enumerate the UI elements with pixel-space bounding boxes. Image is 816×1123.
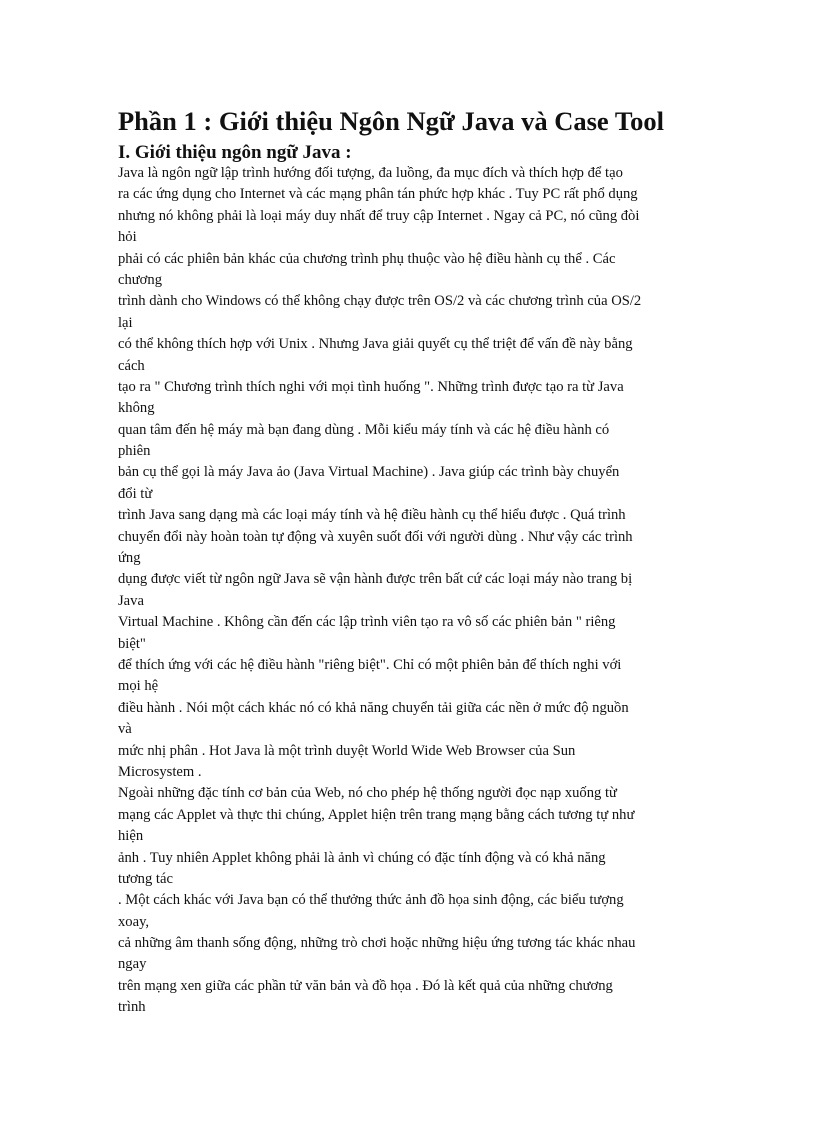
- text-line: có thể không thích hợp với Unix . Nhưng Java giải quyết cụ thể triệt để vấn đề này bằng: [118, 336, 633, 353]
- text-line: hỏi: [118, 229, 137, 246]
- text-line: Ngoài những đặc tính cơ bản của Web, nó cho phép hệ thống người đọc nạp xuống từ: [118, 785, 617, 802]
- text-line: biệt": [118, 635, 146, 652]
- text-line: Microsystem .: [118, 763, 202, 780]
- text-line: dụng được viết từ ngôn ngữ Java sẽ vận hành được trên bất cứ các loại máy nào trang bị: [118, 571, 633, 588]
- text-line: Java: [118, 592, 144, 609]
- text-line: và: [118, 721, 132, 738]
- text-line: lại: [118, 314, 133, 331]
- text-line: phiên: [118, 443, 151, 460]
- text-line: cả những âm thanh sống động, những trò chơi hoặc những hiệu ứng tương tác khác nhau: [118, 935, 636, 952]
- text-line: ngay: [118, 956, 147, 973]
- text-line: Virtual Machine . Không cần đến các lập trình viên tạo ra vô số các phiên bản " riêng: [118, 614, 616, 631]
- text-line: trình Java sang dạng mà các loại máy tính và hệ điều hành cụ thể hiểu được . Quá trình: [118, 507, 626, 524]
- document-title: Phần 1 : Giới thiệu Ngôn Ngữ Java và Case Tool: [118, 106, 664, 136]
- text-line: tạo ra " Chương trình thích nghi với mọi tình huống ". Những trình được tạo ra từ Java: [118, 378, 624, 395]
- text-line: để thích ứng với các hệ điều hành "riêng biệt". Chỉ có một phiên bản để thích nghi với: [118, 656, 622, 673]
- body-text: [118, 163, 718, 1019]
- text-line: ứng: [118, 550, 141, 567]
- text-line: cách: [118, 357, 145, 374]
- text-line: Java là ngôn ngữ lập trình hướng đối tượng, đa luồng, đa mục đích và thích hợp để tạo: [118, 165, 623, 181]
- text-line: trên mạng xen giữa các phần tử văn bản và đồ họa . Đó là kết quả của những chương: [118, 977, 613, 994]
- text-line: hiện: [118, 828, 144, 845]
- text-line: nhưng nó không phải là loại máy duy nhất để truy cập Internet . Ngay cả PC, nó cũng đòi: [118, 207, 640, 224]
- text-line: bản cụ thể gọi là máy Java ảo (Java Virtual Machine) . Java giúp các trình bày chuyển: [118, 464, 620, 481]
- text-line: quan tâm đến hệ máy mà bạn đang dùng . Mỗi kiểu máy tính và các hệ điều hành có: [118, 421, 610, 438]
- text-line: phải có các phiên bản khác của chương trình phụ thuộc vào hệ điều hành cụ thể . Các: [118, 250, 616, 267]
- text-line: tương tác: [118, 870, 173, 887]
- text-line: . Một cách khác với Java bạn có thể thưởng thức ảnh đồ họa sinh động, các biểu tượng: [118, 892, 624, 909]
- text-line: trình: [118, 999, 146, 1016]
- text-line: điều hành . Nói một cách khác nó có khả năng chuyển tải giữa các nền ở mức độ nguồn: [118, 699, 629, 716]
- text-line: ra các ứng dụng cho Internet và các mạng phân tán phức hợp khác . Tuy PC rất phổ dụng: [118, 186, 638, 203]
- text-line: chuyển đổi này hoàn toàn tự động và xuyên suốt đối với người dùng . Như vậy các trình: [118, 528, 633, 545]
- text-line: mọi hệ: [118, 678, 159, 695]
- text-line: chương: [118, 271, 162, 288]
- text-line: không: [118, 400, 155, 417]
- text-line: xoay,: [118, 913, 150, 930]
- section-heading: I. Giới thiệu ngôn ngữ Java :: [118, 142, 352, 163]
- text-line: mức nhị phân . Hot Java là một trình duyệt World Wide Web Browser của Sun: [118, 742, 576, 759]
- text-line: đổi từ: [118, 485, 153, 502]
- text-line: trình dành cho Windows có thể không chạy được trên OS/2 và các chương trình của OS/2: [118, 293, 642, 310]
- text-line: ảnh . Tuy nhiên Applet không phải là ảnh vì chúng có đặc tính động và có khả năng: [118, 849, 606, 866]
- text-line: mạng các Applet và thực thi chúng, Applet hiện trên trang mạng bằng cách tương tự như: [118, 806, 635, 823]
